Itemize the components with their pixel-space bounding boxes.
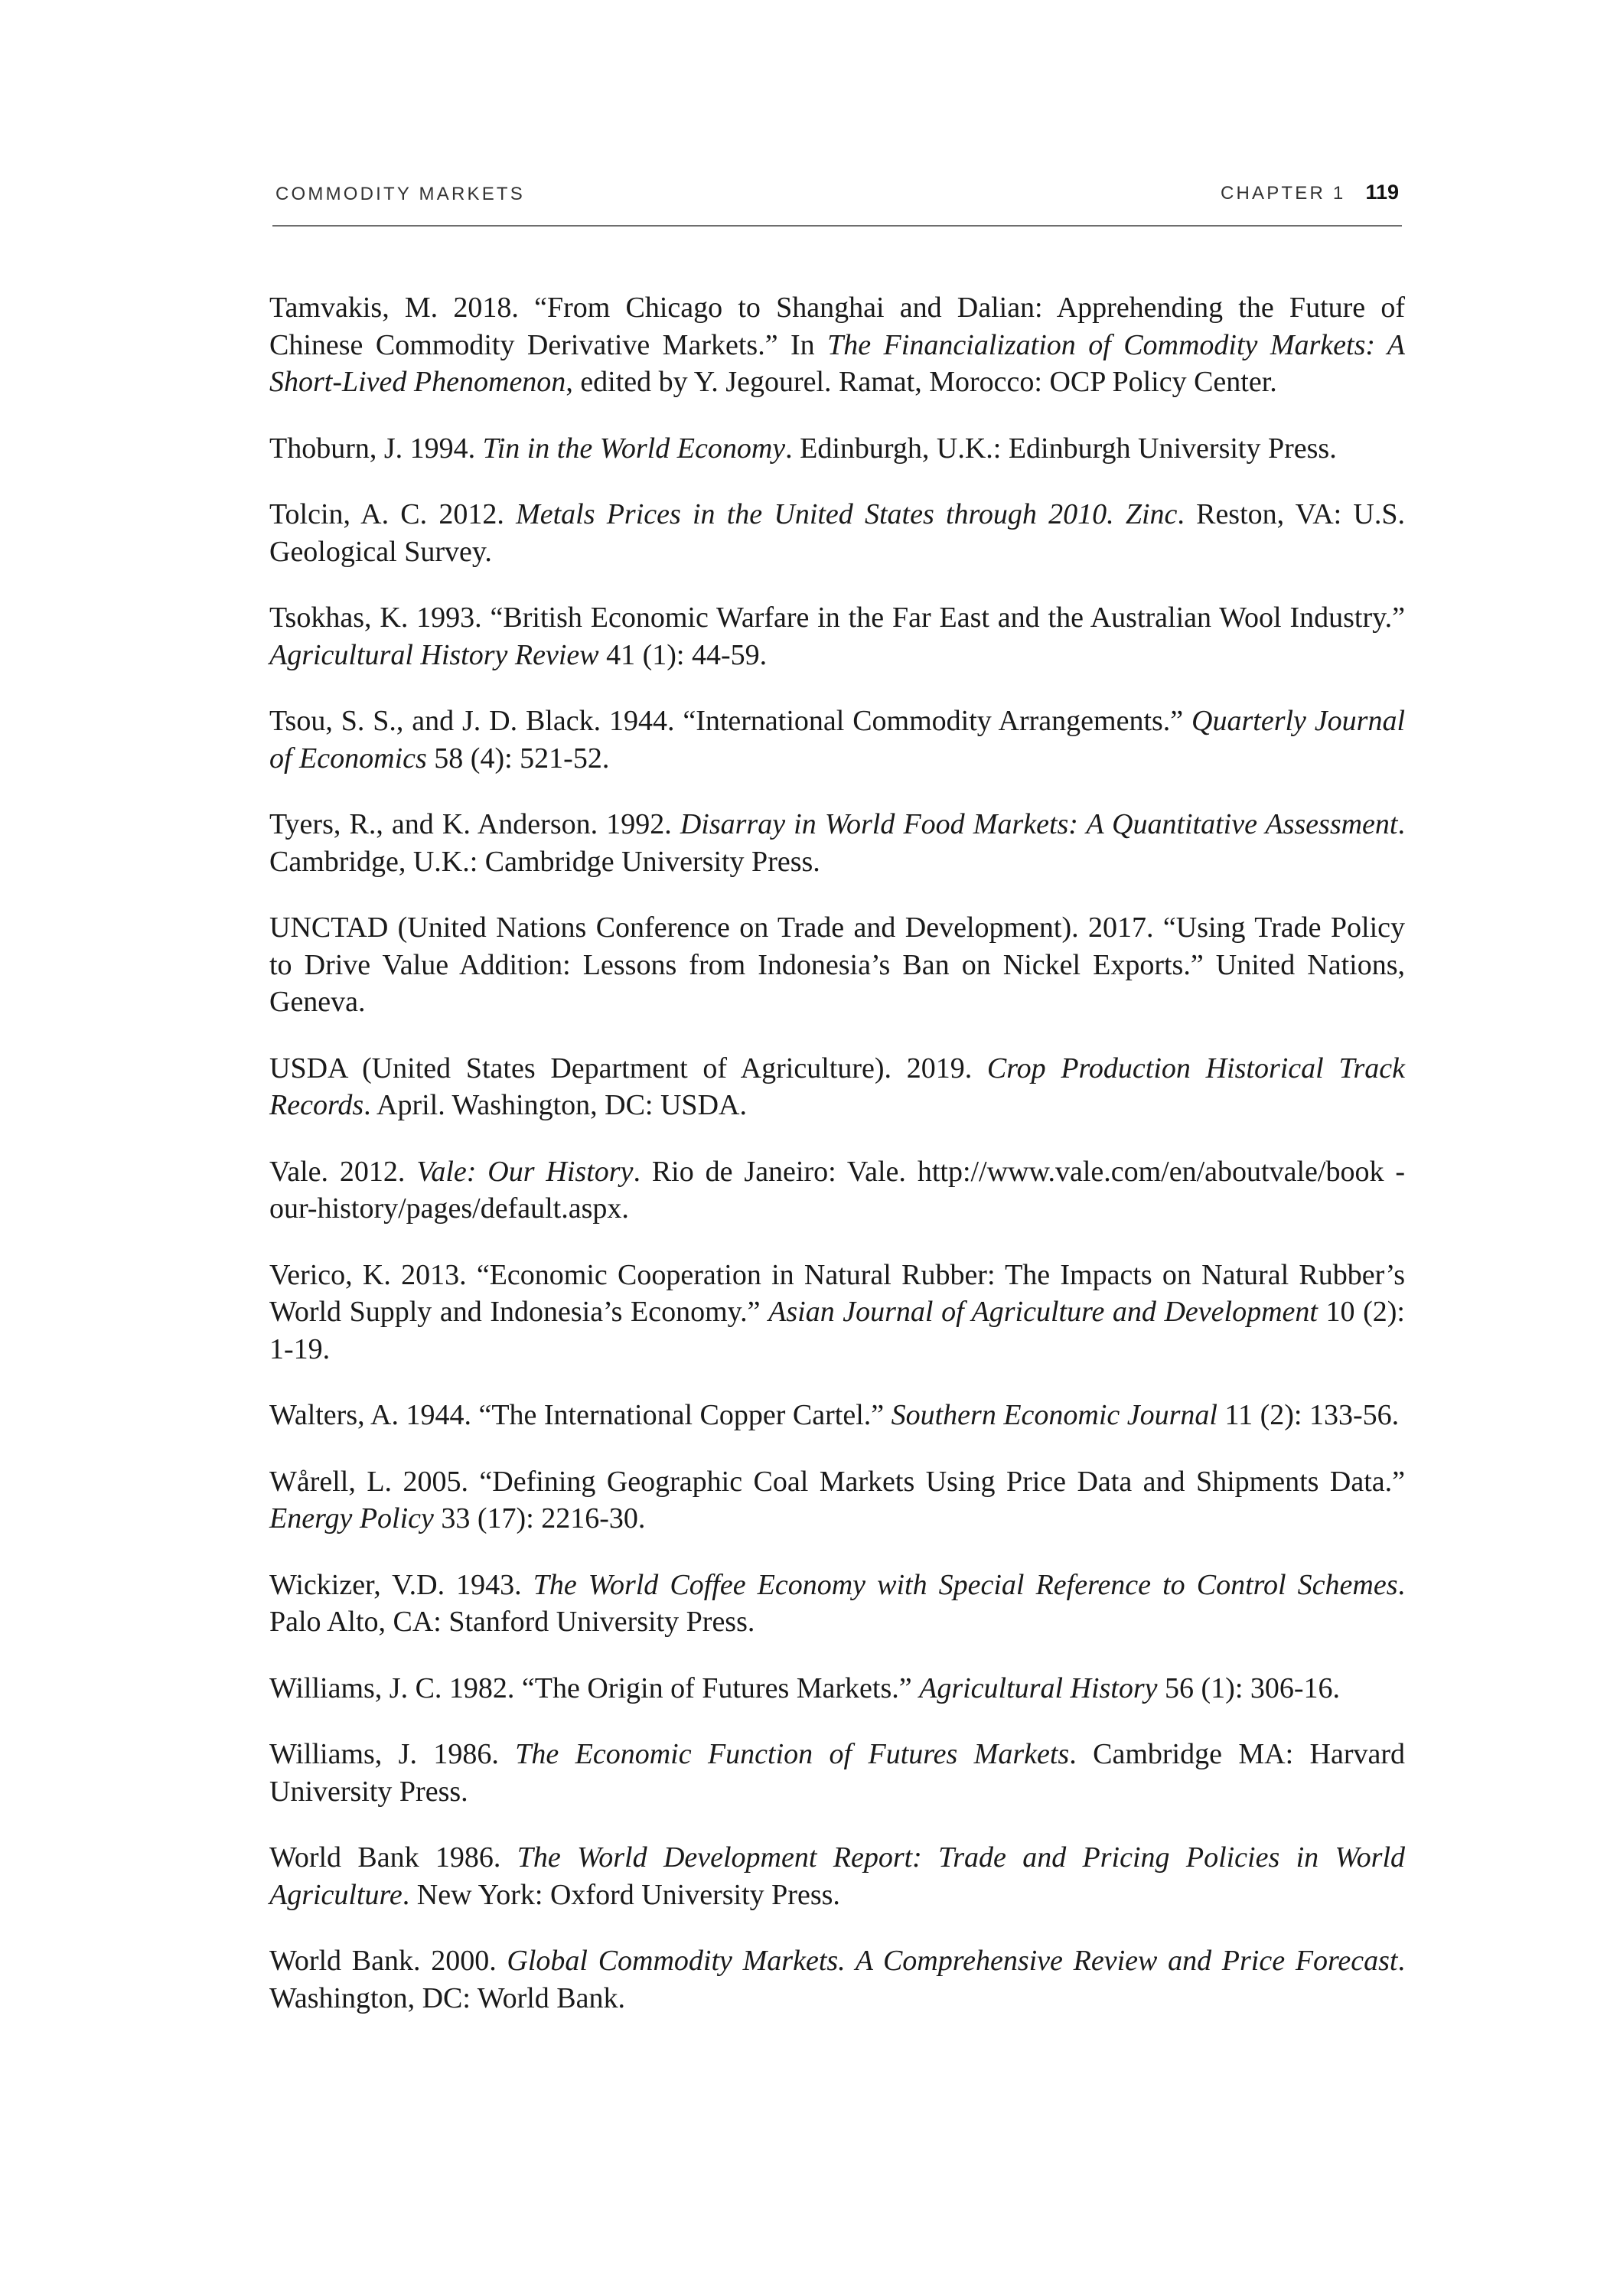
reference-entry <box>269 1050 1405 1124</box>
chapter-label: CHAPTER 1 <box>1220 183 1346 204</box>
reference-text: Williams, J. C. 1982. “The Origin of Futures Markets.” <box>269 1671 920 1704</box>
reference-text: . April. Washington, DC: USDA. <box>363 1089 747 1121</box>
reference-text: . Palo Alto, CA: Stanford University Press. <box>269 1568 1405 1638</box>
reference-italic-title: Disarray in World Food Markets: A Quantitative Assessment <box>680 808 1398 840</box>
reference-text: World Bank 1986. <box>269 1841 517 1874</box>
reference-text: Williams, J. 1986. <box>269 1738 516 1770</box>
reference-text: Tamvakis, M. 2018. “From Chicago to Shanghai and Dalian: Apprehending the Future of Chinese Commodity Derivative Markets.” In <box>269 292 1405 361</box>
reference-text: USDA (United States Department of Agriculture). 2019. <box>269 1052 987 1084</box>
reference-text: . Reston, VA: U.S. Geological Survey. <box>269 498 1406 568</box>
reference-text: , edited by Y. Jegourel. Ramat, Morocco: OCP Policy Center. <box>566 366 1277 398</box>
reference-italic-title: Agricultural History Review <box>269 638 599 671</box>
reference-entry <box>269 1736 1405 1810</box>
reference-entry <box>269 1942 1405 2017</box>
reference-text: . Cambridge, U.K.: Cambridge University Press. <box>269 808 1405 878</box>
reference-italic-title: The World Coffee Economy with Special Reference to Control Schemes <box>533 1568 1398 1601</box>
reference-entry <box>269 1463 1405 1538</box>
reference-text: Tolcin, A. C. 2012. <box>269 498 517 530</box>
reference-text: 33 (17): 2216-30. <box>433 1502 646 1534</box>
reference-italic-title: Asian Journal of Agriculture and Development <box>768 1296 1318 1328</box>
reference-text: Verico, K. 2013. “Economic Cooperation in Natural Rubber: The Impacts on Natural Rubber’s World Supply and Indonesia’s Economy.” <box>269 1258 1405 1328</box>
reference-text: . New York: Oxford University Press. <box>402 1878 840 1911</box>
reference-italic-title: Agricultural History <box>919 1671 1158 1704</box>
page-number: 119 <box>1365 181 1399 204</box>
reference-italic-title: Quarterly Journal of Economics <box>269 705 1405 775</box>
reference-italic-title: Crop Production Historical Track Records <box>269 1052 1405 1121</box>
reference-text: Walters, A. 1944. “The International Copper Cartel.” <box>269 1399 892 1431</box>
reference-italic-title: Metals Prices in the United States through 2010. Zinc <box>516 498 1178 530</box>
reference-text: Wårell, L. 2005. “Defining Geographic Coal Markets Using Price Data and Shipments Data.” <box>269 1465 1405 1498</box>
reference-entry <box>269 909 1405 1021</box>
reference-entry <box>269 430 1405 468</box>
reference-text: 41 (1): 44-59. <box>598 638 768 671</box>
reference-text: Tsou, S. S., and J. D. Black. 1944. “International Commodity Arrangements.” <box>269 705 1192 737</box>
book-title: COMMODITY MARKETS <box>275 184 525 204</box>
reference-list <box>269 289 1405 2046</box>
reference-entry <box>269 496 1405 570</box>
running-head-right <box>1221 181 1399 204</box>
reference-entry <box>269 806 1405 880</box>
reference-text: Wickizer, V.D. 1943. <box>269 1568 533 1601</box>
reference-text: . Edinburgh, U.K.: Edinburgh University Press. <box>785 432 1337 465</box>
reference-italic-title: Tin in the World Economy <box>482 432 786 465</box>
reference-entry <box>269 703 1405 777</box>
reference-text: UNCTAD (United Nations Conference on Trade and Development). 2017. “Using Trade Policy to Drive Value Addition: Lessons from Indonesia’s Ban on Nickel Exports.” United Nations, Geneva. <box>269 912 1405 1018</box>
reference-entry <box>269 599 1405 673</box>
reference-italic-title: Global Commodity Markets. A Comprehensive Review and Price Forecast <box>507 1945 1398 1977</box>
reference-text: Thoburn, J. 1994. <box>269 432 483 465</box>
reference-entry <box>269 1153 1405 1228</box>
reference-italic-title: The Economic Function of Futures Markets <box>515 1738 1070 1770</box>
reference-text: . Cambridge MA: Harvard University Press. <box>269 1738 1406 1808</box>
reference-italic-title: Vale: Our History <box>416 1155 634 1188</box>
reference-italic-title: The World Development Report: Trade and Pricing Policies in World Agriculture <box>269 1841 1406 1911</box>
reference-entry <box>269 1397 1405 1434</box>
reference-text: . Rio de Janeiro: Vale. http://www.vale.com/en/aboutvale/book -our-history/pages/default.aspx. <box>269 1155 1405 1225</box>
reference-entry <box>269 1567 1405 1641</box>
reference-text: 58 (4): 521-52. <box>426 742 610 775</box>
reference-entry <box>269 1839 1405 1913</box>
reference-text: Tsokhas, K. 1993. “British Economic Warfare in the Far East and the Australian Wool Industry.” <box>269 602 1405 634</box>
reference-italic-title: Southern Economic Journal <box>891 1399 1217 1431</box>
reference-italic-title: Energy Policy <box>269 1502 434 1534</box>
reference-text: 56 (1): 306-16. <box>1157 1671 1341 1704</box>
reference-entry <box>269 289 1405 401</box>
reference-text: Vale. 2012. <box>269 1155 417 1188</box>
reference-text: World Bank. 2000. <box>269 1945 507 1977</box>
reference-italic-title: The Financialization of Commodity Markets: A Short-Lived Phenomenon <box>269 328 1405 398</box>
reference-text: 11 (2): 133-56. <box>1217 1399 1400 1431</box>
reference-text: 10 (2): 1-19. <box>269 1296 1405 1365</box>
running-head <box>272 179 1402 227</box>
reference-entry <box>269 1670 1405 1707</box>
reference-entry <box>269 1257 1405 1368</box>
reference-text: Tyers, R., and K. Anderson. 1992. <box>269 808 680 840</box>
reference-text: . Washington, DC: World Bank. <box>269 1945 1405 2014</box>
